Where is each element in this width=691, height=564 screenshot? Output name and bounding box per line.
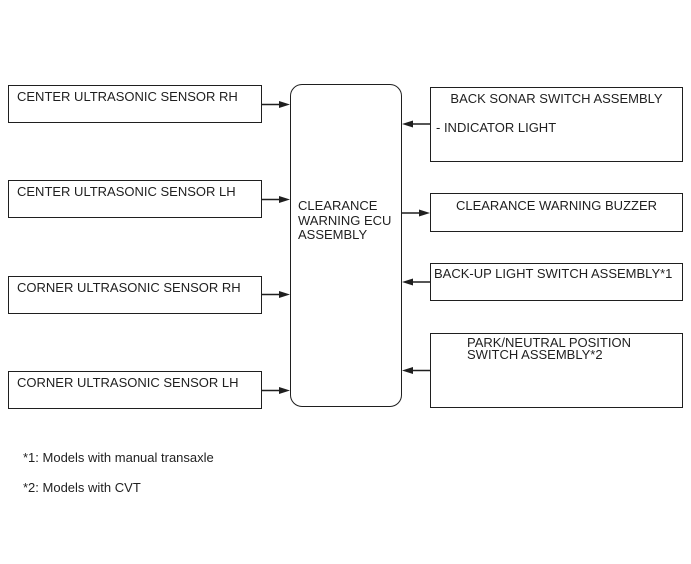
- arrow-center-sensor-rh-to-ecu: [262, 101, 290, 108]
- ecu-label-line-1: CLEARANCE: [298, 198, 378, 213]
- box-corner-ultrasonic-sensor-rh: CORNER ULTRASONIC SENSOR RH: [8, 276, 262, 314]
- ecu-label-line-2: WARNING ECU: [298, 212, 392, 228]
- arrow-corner-sensor-lh-to-ecu: [262, 387, 290, 394]
- box-park-neutral-position-switch: [430, 333, 683, 408]
- box-backup-light-switch-assembly: BACK-UP LIGHT SWITCH ASSEMBLY*1: [430, 263, 683, 301]
- footnote-cvt: *2: Models with CVT: [23, 480, 141, 495]
- box-center-ultrasonic-sensor-rh: CENTER ULTRASONIC SENSOR RH: [8, 85, 262, 123]
- box-corner-ultrasonic-sensor-lh: CORNER ULTRASONIC SENSOR LH: [8, 371, 262, 409]
- ecu-label-line-3: ASSEMBLY: [298, 227, 368, 242]
- box-clearance-warning-ecu: [290, 84, 402, 407]
- arrow-ecu-to-buzzer: [402, 210, 430, 217]
- park-neutral-label-line-2: SWITCH ASSEMBLY*2: [467, 346, 603, 362]
- back-sonar-title: BACK SONAR SWITCH ASSEMBLY: [450, 91, 663, 106]
- arrow-backup-light-to-ecu: [402, 279, 430, 286]
- footnote-manual-transaxle: *1: Models with manual transaxle: [23, 450, 214, 465]
- arrow-corner-sensor-rh-to-ecu: [262, 291, 290, 298]
- arrow-park-neutral-to-ecu: [402, 367, 430, 374]
- back-sonar-indicator-light-label: - INDICATOR LIGHT: [436, 119, 557, 135]
- arrow-back-sonar-to-ecu: [402, 121, 430, 128]
- park-neutral-label-line-1: PARK/NEUTRAL POSITION: [467, 335, 631, 350]
- box-clearance-warning-buzzer: CLEARANCE WARNING BUZZER: [430, 193, 683, 232]
- box-back-sonar-switch-assembly: [430, 87, 683, 162]
- arrow-center-sensor-lh-to-ecu: [262, 196, 290, 203]
- box-center-ultrasonic-sensor-lh: CENTER ULTRASONIC SENSOR LH: [8, 180, 262, 218]
